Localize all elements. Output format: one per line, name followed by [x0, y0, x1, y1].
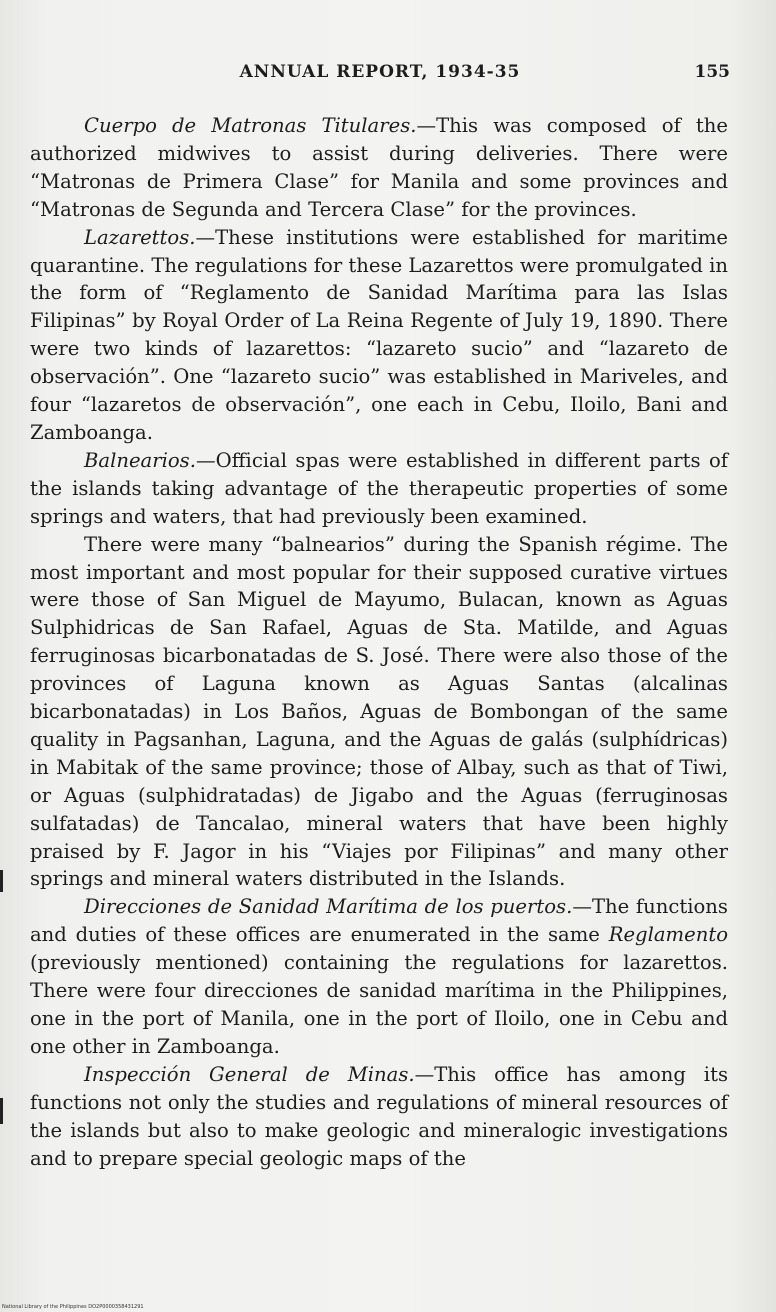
paragraph-lead: Direcciones de Sanidad Marítima de los puertos.	[84, 895, 573, 919]
paragraph-balnearios-list	[30, 531, 728, 894]
scan-credit: National Library of the Philippines DO2P0000358431291	[2, 1304, 144, 1310]
paragraph-matronas	[30, 112, 728, 224]
paragraph-body: —Official spas were established in different parts of the islands taking advantage of the therapeutic properties of some springs and waters, that had previously been examined.	[30, 448, 728, 528]
paragraph-body: There were many “balnearios” during the Spanish régime. The most important and most popular for their supposed curative virtues were those of San Miguel de Mayumo, Bulacan, known as Aguas Sulphidricas de San Rafael, Aguas de Sta. Matilde, and Aguas ferruginosas bicarbonatadas de S. José. There were also those of the provinces of Laguna known as Aguas Santas (alcalinas bicarbonatadas) in Los Baños, Aguas de Bombongan of the same quality in Pagsanhan, Laguna, and the Aguas de galás (sulphídricas) in Mabitak of the same province; those of Albay, such as that of Tiwi, or Aguas (sulphidratadas) de Jigabo and the Aguas (ferruginosas sulfatadas) de Tancalao, mineral waters that have been highly praised by F. Jagor in his “Viajes por Filipinas” and many other springs and mineral waters distributed in the Islands.	[30, 532, 728, 891]
paragraph-lead: Cuerpo de Matronas Titulares.	[84, 114, 417, 137]
paragraph-body: (previously mentioned) containing the regulations for lazarettos. There were four direcciones de sanidad marítima in the Philippines, one in the port of Manila, one in the port of Iloilo, one in Cebu and one other in Zamboanga.	[30, 951, 728, 1058]
paragraph-balnearios	[30, 447, 728, 531]
body-text	[30, 112, 728, 1172]
paragraph-body: —This was composed of the authorized midwives to assist during deliveries. There were “Matronas de Primera Clase” for Manila and some provinces and “Matronas de Segunda and Tercera Clase” for the provinces.	[30, 114, 728, 221]
paragraph-direcciones	[30, 893, 728, 1060]
inline-italic: Reglamento	[608, 923, 728, 947]
scan-edge-mark	[0, 870, 3, 892]
paragraph-body: —These institutions were established for maritime quarantine. The regulations for these Lazarettos were promulgated in the form of “Reglamento de Sanidad Marítima para las Islas Filipinas” by Royal Order of La Reina Regente of July 19, 1890. There were two kinds of lazarettos: “lazareto sucio” and “lazareto de observación”. One “lazareto sucio” was established in Mariveles, and four “lazaretos de observación”, one each in Cebu, Iloilo, Bani and Zamboanga.	[30, 225, 728, 444]
scan-edge-mark	[0, 1098, 3, 1124]
paragraph-lead: Balnearios.	[84, 448, 196, 472]
paragraph-lazarettos	[30, 224, 728, 447]
paragraph-minas	[30, 1061, 728, 1173]
paragraph-lead: Lazarettos.	[84, 225, 196, 249]
page-number: 155	[694, 62, 730, 82]
paragraph-lead: Inspección General de Minas.	[84, 1062, 415, 1086]
paragraph-body: —This office has among its functions not only the studies and regulations of mineral resources of the islands but also to make geologic and mineralogic investigations and to prepare special geologic maps of the	[30, 1062, 728, 1170]
running-title: ANNUAL REPORT, 1934-35	[239, 62, 521, 82]
paragraph-body: —The functions and duties of these offices are enumerated in the same	[30, 895, 728, 947]
page-header	[30, 62, 730, 90]
